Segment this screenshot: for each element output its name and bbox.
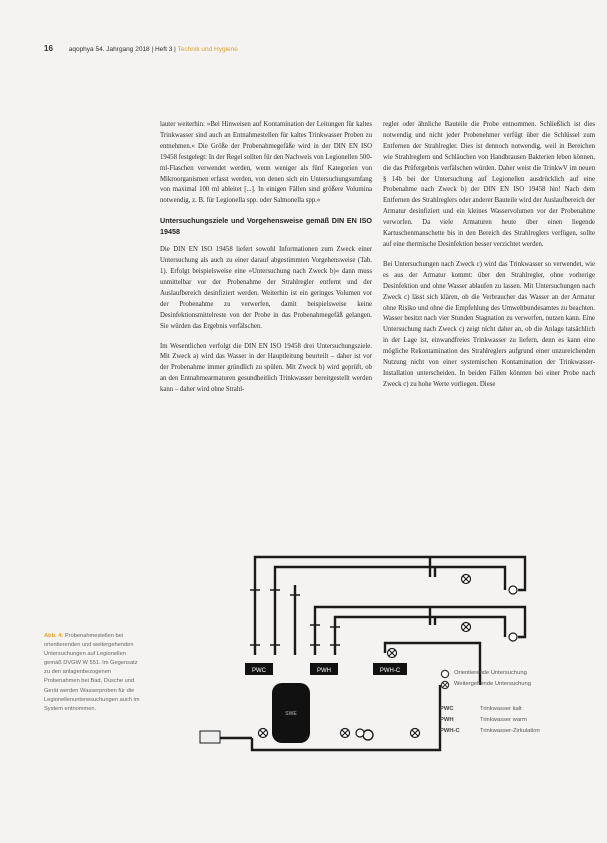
abbreviation-list [440, 704, 540, 736]
sampling-valve-icon [462, 623, 471, 632]
caption-text: Probenahmestellen bei orientierenden und weitergehenden Untersuchungen auf Legionellen gemäß DVGW W 551. Im Gegensatz zu den anlagenbezogenen Probenahmen bei Bad, Dusche und Gerät werden Wasserproben für die Legionellenunterwsuchungen auch im System entnommen. [44, 633, 140, 712]
label-pwc-box [245, 663, 273, 675]
pump-icon [363, 730, 373, 740]
abbreviation-value: Trinkwasser warm [480, 716, 527, 723]
sampling-valve-icon [462, 575, 471, 584]
water-meter [200, 731, 220, 743]
page-number: 16 [44, 44, 53, 53]
water-heater-tank [272, 683, 310, 743]
sampling-valve-icon [259, 729, 268, 738]
abbreviation-key: PWH [440, 716, 454, 723]
sampling-valve-icon [388, 649, 397, 658]
abbreviation-row [440, 704, 540, 715]
abbreviation-row [440, 726, 540, 737]
label-pwh-box [310, 663, 338, 675]
sampling-valve-icon [341, 729, 350, 738]
sampling-point-icon [356, 729, 364, 737]
paragraph: regler oder ähnliche Bauteile die Probe entnommen. Schließlich ist dies notwendig und nicht jeder Probenehmer verfügt über die Schlüssel zum Entfernen der Strahlregler. Dies ist dennoch notwendig, weil in Bereichen wie Strahlreglern und Schläuchen von Handbrausen Bakterien leben können, die das Prüfergebnis verfälschen würden. Daher weist die TrinkwV im neuen § 14b bei der Untersuchung auf Legionellen ausdrücklich auf eine Probenahme nach Zweck b) der DIN EN ISO 19458 hin! Nach dem Entfernen des Strahlreglers oder anderer Bauteile wird der Auslaufbereich der Armatur desinfiziert und ein kleines Wasservolumen vor der Probenahme verworfen. Da viele Armaturen heute über einen liegende Kartuschenmanschette bis in den Bereich des Strahlreglers verfügen, sollte auf eine thermische Desinfektion besser verzichtet werden. [383, 121, 595, 248]
sampling-valve-icon [411, 729, 420, 738]
abbreviation-value: Trinkwasser kalt [480, 706, 522, 712]
abbreviation-key: PWC [440, 706, 454, 712]
sampling-point-icon [509, 633, 517, 641]
paragraph: lauter weiterhin: »Bei Hinweisen auf Kontamination der Leitungen für kaltes Trinkwasser sind auch an Entnahmestellen für kaltes Trinkwasser Proben zu entnehmen.« Die Größe der Probenahmegefäße wird in der DIN EN ISO 19458 festgelegt: In der Regel sollten für den Nachweis von Legionellen 500-ml-Flaschen verwendet werden, wenn weniger als fünf Kategorien von Mikroorganismen erfasst werden, von denen sich ein Untersuchungsumfang von maximal 100 ml ableitet [...]. In einigen Fällen sind größere Volumina notwendig, z. B. für Legionella spp. oder Salmonella spp.« [160, 121, 372, 205]
journal-info: aqophya 54. Jahrgang 2018 | Heft 3 | [68, 46, 176, 53]
abbreviation-key: PWH-C [440, 727, 460, 734]
section-heading: Untersuchungsziele und Vorgehensweise gemäß DIN EN ISO 19458 [160, 216, 372, 236]
abbreviation-row [440, 715, 540, 726]
legend-orienting [440, 668, 531, 679]
left-column [160, 120, 372, 405]
paragraph: Im Wesentlichen verfolgt die DIN EN ISO 19458 drei Untersuchungsziele. Mit Zweck a) wird das Wasser in der Hauptleitung beurteilt – daher ist vor der Probenahme immer gründlich zu spülen. Mit Zweck b) wird geprüft, ob an den Entnahmearmaturen gesundheitlich Trinkwasser bereitgestellt werden kann – daher wird ohne Strahl- [160, 342, 372, 394]
legend-further [440, 679, 531, 690]
legend-further-label: Weitergehende Untersuchung [454, 681, 531, 687]
legend-orienting-label: Orientierende Untersuchung [454, 670, 527, 676]
crossed-circle-icon [440, 680, 450, 690]
open-circle-icon [440, 669, 450, 679]
paragraph: Die DIN EN ISO 19458 liefert sowohl Informationen zum Zweck einer Untersuchung als auch zu einer darauf abgestimmten Vorgehensweise (Tab. 1). Erfolgt beispielsweise eine »Untersuchung nach Zweck b)« dann muss unmittelbar vor der Probenahme der Strahlregler entfernt und der Auslaufbereich desinfiziert werden. Weiterhin ist ein geringes Volumen vor der Probenahme zu verwerfen, damit beispielsweise keine Desinfektionsmittelreste von der Probe in das Probenahmegefäß gelangen. Sie würden das Ergebnis verfälschen. [160, 246, 372, 330]
sampling-point-icon [509, 586, 517, 594]
figure-caption [44, 632, 144, 714]
label-pwhc: PWH-C [379, 668, 401, 674]
label-pwh: PWH [317, 668, 331, 674]
label-pwc: PWC [252, 668, 266, 674]
abbreviation-value: Trinkwasser-Zirkulation [480, 727, 540, 734]
paragraph: Bei Untersuchungen nach Zweck c) wird das Trinkwasser so verwendet, wie es aus der Armatur kommt: über den Strahlregler, ohne vorherige Desinfektion und ohne Wasser ablaufen zu lassen. Mit Untersuchungen nach Zweck c) lässt sich klären, ob die Verbraucher das Wasser an der Armatur ohne Risiko und ohne die Empfehlung des Umweltbundesamtes zu beachten. Wasser besitzt nach vier Stunden Stagnation zu verwerfen, nutzen kann. Eine Untersuchung nach Zweck c) zeigt nicht daher an, ob die Anlage tatsächlich in der Lage ist, einwandfreies Trinkwasser zu liefern, denn es kann eine mögliche Rekontamination des Strahlreglers aufgrund einer unzureichenden Nutzung nicht von einer systemischen Kontamination der Trinkwasser-Installation unterscheiden. In beiden Fällen könnten bei einer Probe nach Zweck c) zu hohe Werte vorliegen. Diese [383, 260, 595, 388]
right-column [383, 120, 595, 400]
caption-label: Abb. 4: [44, 633, 64, 639]
page-header [44, 44, 238, 53]
tank-label: SWE [285, 711, 297, 717]
label-pwhc-box [373, 663, 407, 675]
figure-legend [440, 668, 531, 690]
section-name: Technik und Hygiene [177, 46, 238, 53]
